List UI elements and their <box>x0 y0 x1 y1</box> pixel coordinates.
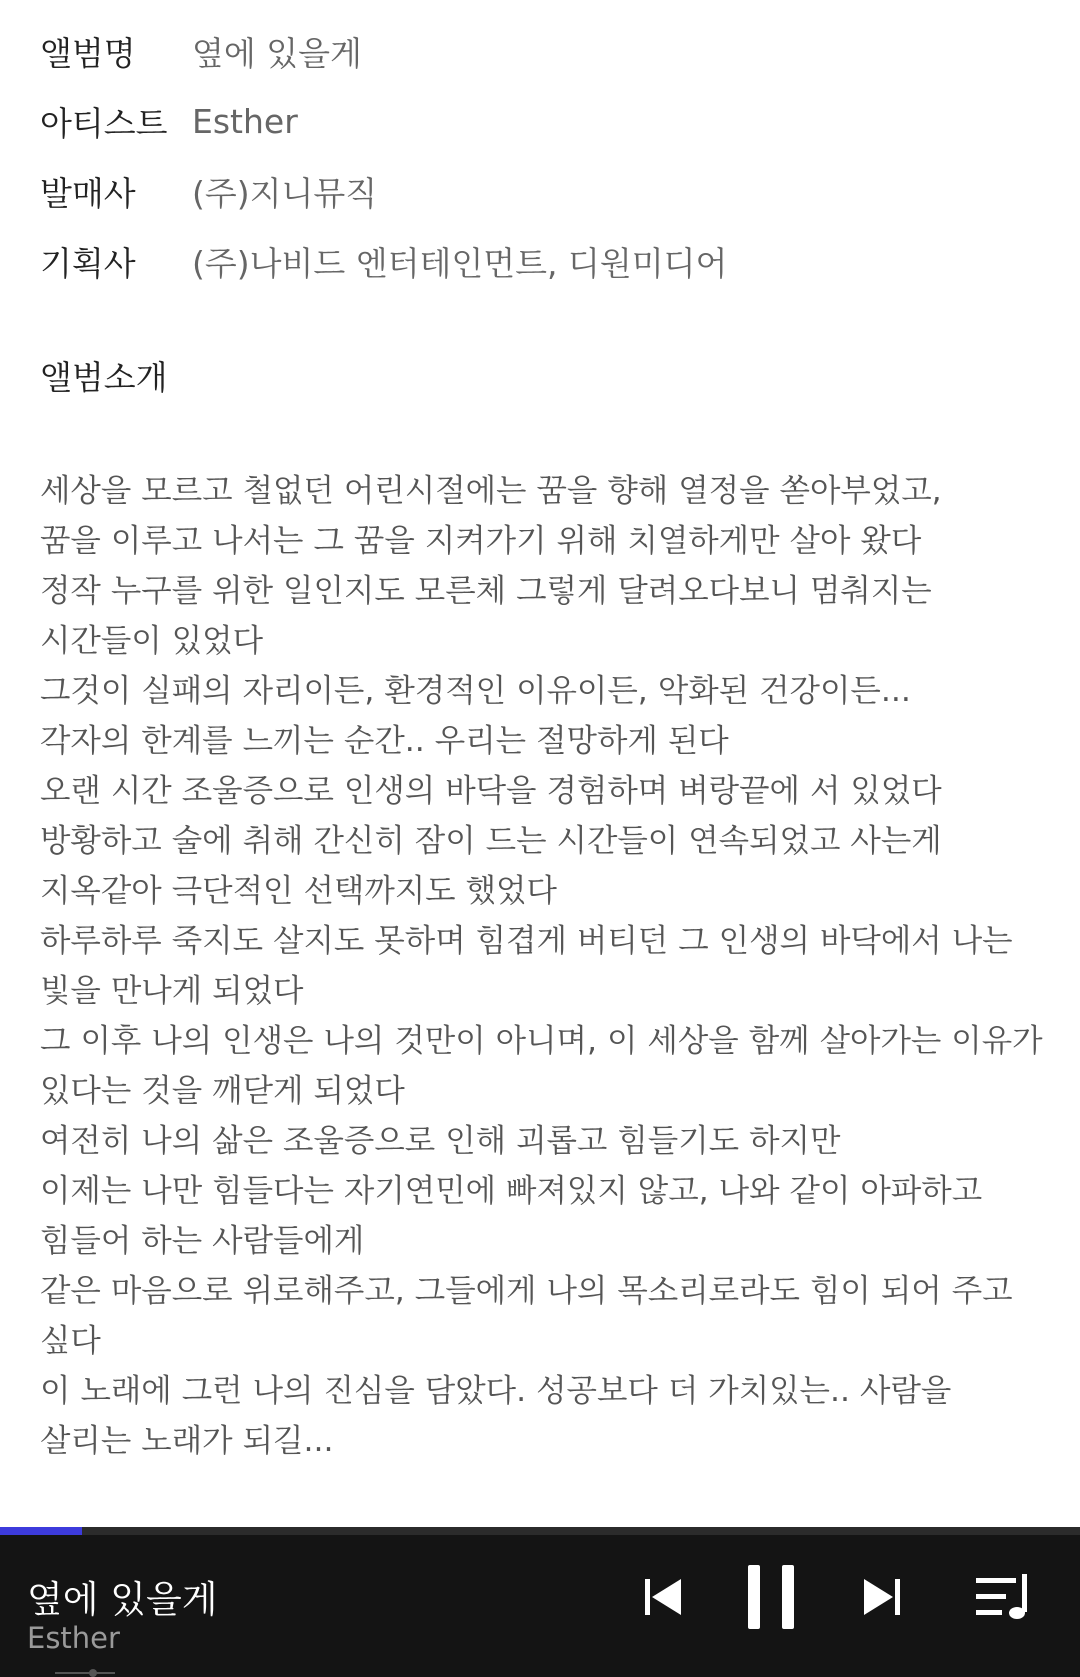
album-intro-line: 꿈을 이루고 나서는 그 꿈을 지켜가기 위해 치열하게만 살아 왔다 <box>40 523 922 559</box>
playlist-icon <box>974 1572 1032 1622</box>
album-info-label: 발매사 <box>40 173 136 213</box>
album-info-row-album-name <box>40 16 1040 86</box>
pause-button[interactable] <box>731 1557 811 1637</box>
album-info-row-artist <box>40 86 1040 156</box>
album-intro-line: 여전히 나의 삶은 조울증으로 인해 괴롭고 힘들기도 하지만 <box>40 1123 841 1159</box>
next-button[interactable] <box>842 1557 922 1637</box>
playlist-button[interactable] <box>963 1557 1043 1637</box>
progress-bar[interactable] <box>0 1527 1080 1535</box>
album-info-label: 앨범명 <box>40 33 136 73</box>
previous-button[interactable] <box>623 1557 703 1637</box>
mini-player[interactable] <box>0 1527 1080 1677</box>
album-intro-line: 지옥같아 극단적인 선택까지도 했었다 <box>40 873 557 909</box>
album-intro-line: 세상을 모르고 철없던 어린시절에는 꿈을 향해 열정을 쏟아부었고, <box>40 473 942 509</box>
album-intro-line: 하루하루 죽지도 살지도 못하며 힘겹게 버티던 그 인생의 바닥에서 나는 <box>40 923 1013 959</box>
album-info-label: 아티스트 <box>40 103 168 143</box>
album-info-row-agency <box>40 226 1040 296</box>
album-intro-line: 시간들이 있었다 <box>40 623 264 659</box>
album-info <box>40 16 1040 296</box>
now-playing-title[interactable]: 옆에 있을게 <box>27 1578 218 1621</box>
album-intro-line: 각자의 한계를 느끼는 순간.. 우리는 절망하게 된다 <box>40 723 729 759</box>
album-info-value: (주)지니뮤직 <box>192 173 378 213</box>
skip-previous-icon <box>641 1575 685 1619</box>
album-intro-line: 방황하고 술에 취해 간신히 잠이 드는 시간들이 연속되었고 사는게 <box>40 823 942 859</box>
album-info-row-distributor <box>40 156 1040 226</box>
skip-next-icon <box>860 1575 904 1619</box>
album-intro-line: 빛을 만나게 되었다 <box>40 973 304 1009</box>
now-playing-artist[interactable]: Esther <box>27 1621 120 1655</box>
album-intro-line: 이제는 나만 힘들다는 자기연민에 빠져있지 않고, 나와 같이 아파하고 <box>40 1173 983 1209</box>
album-intro-line: 오랜 시간 조울증으로 인생의 바닥을 경험하며 벼랑끝에 서 있었다 <box>40 773 942 809</box>
album-info-value: (주)나비드 엔터테인먼트, 디원미디어 <box>192 243 728 283</box>
album-intro-line: 있다는 것을 깨닫게 되었다 <box>40 1073 405 1109</box>
album-intro-line: 정작 누구를 위한 일인지도 모른체 그렇게 달려오다보니 멈춰지는 <box>40 573 932 609</box>
album-intro-title: 앨범소개 <box>40 358 168 397</box>
pause-icon <box>746 1563 796 1631</box>
album-intro-line: 그것이 실패의 자리이든, 환경적인 이유이든, 악화된 건강이든... <box>40 673 911 709</box>
album-intro-line: 힘들어 하는 사람들에게 <box>40 1223 365 1259</box>
album-intro-line: 이 노래에 그런 나의 진심을 담았다. 성공보다 더 가치있는.. 사람을 <box>40 1373 952 1409</box>
album-intro-line: 그 이후 나의 인생은 나의 것만이 아니며, 이 세상을 함께 살아가는 이유가 <box>40 1023 1043 1059</box>
album-intro-line: 같은 마음으로 위로해주고, 그들에게 나의 목소리로라도 힘이 되어 주고 <box>40 1273 1013 1309</box>
album-info-label: 기획사 <box>40 243 136 283</box>
progress-fill <box>0 1527 82 1535</box>
album-intro-line: 싶다 <box>40 1323 101 1359</box>
album-intro-text <box>40 466 1050 1466</box>
album-intro-line: 살리는 노래가 되길... <box>40 1423 334 1459</box>
album-info-value[interactable]: Esther <box>192 101 298 141</box>
drag-handle-icon[interactable] <box>55 1665 115 1677</box>
album-info-value: 옆에 있을게 <box>192 33 362 73</box>
